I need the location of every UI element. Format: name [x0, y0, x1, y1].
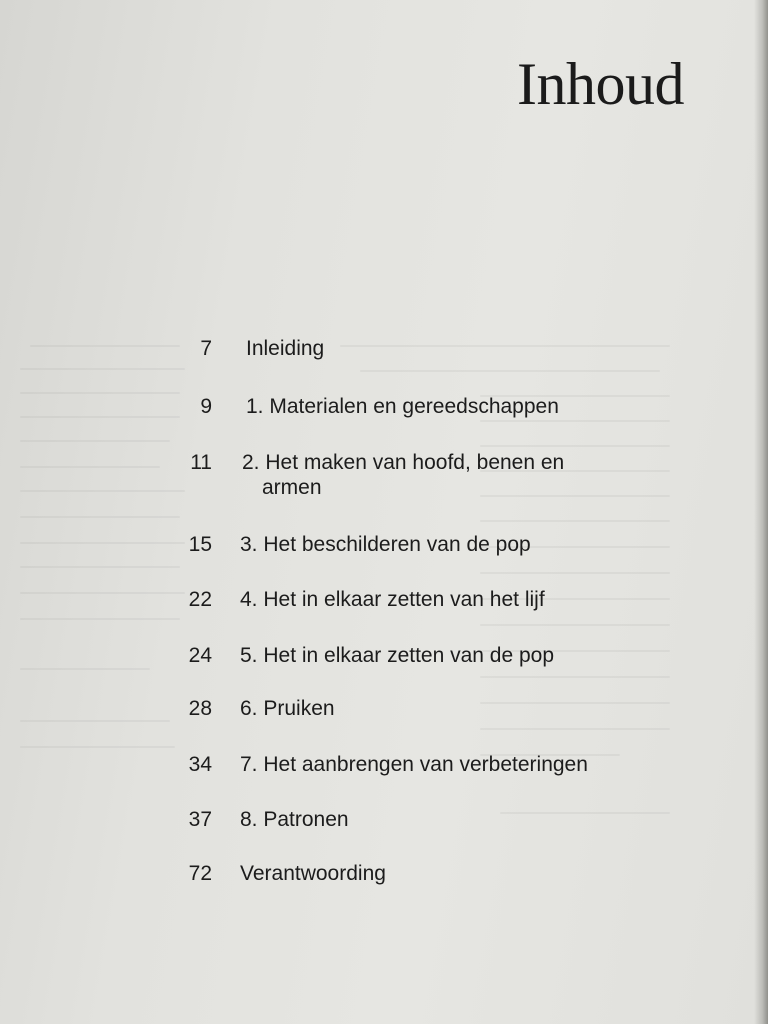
toc-entry-title: Inleiding: [246, 337, 325, 360]
toc-entry-title: 6. Pruiken: [240, 697, 335, 720]
toc-entry-title: 1. Materialen en gereedschappen: [246, 395, 559, 418]
toc-page-number: 24: [188, 644, 212, 667]
toc-page-number: 34: [188, 753, 212, 776]
toc-entry-title-continued: armen: [262, 476, 322, 499]
toc-entry-title: 7. Het aanbrengen van verbeteringen: [240, 753, 588, 776]
toc-page-number: 37: [188, 808, 212, 831]
toc-entry-title: 2. Het maken van hoofd, benen en: [242, 451, 565, 474]
toc-page-number: 15: [188, 533, 212, 556]
toc-entry: [150, 450, 710, 500]
toc-entry-title: Verantwoording: [240, 862, 386, 885]
toc-entry-title: 4. Het in elkaar zetten van het lijf: [240, 588, 545, 611]
toc-entry-title: 3. Het beschilderen van de pop: [240, 533, 531, 556]
toc-entry-title: 8. Patronen: [240, 808, 349, 831]
toc-page-number: 72: [188, 862, 212, 885]
toc-entry-title: 5. Het in elkaar zetten van de pop: [240, 644, 555, 667]
toc-page-number: 7: [200, 337, 212, 360]
toc-page-number: 9: [200, 395, 212, 418]
toc-page-number: 22: [188, 588, 212, 611]
toc-page-number: 11: [190, 451, 212, 474]
toc-page-number: 28: [188, 697, 212, 720]
page-title: Inhoud: [517, 51, 684, 117]
